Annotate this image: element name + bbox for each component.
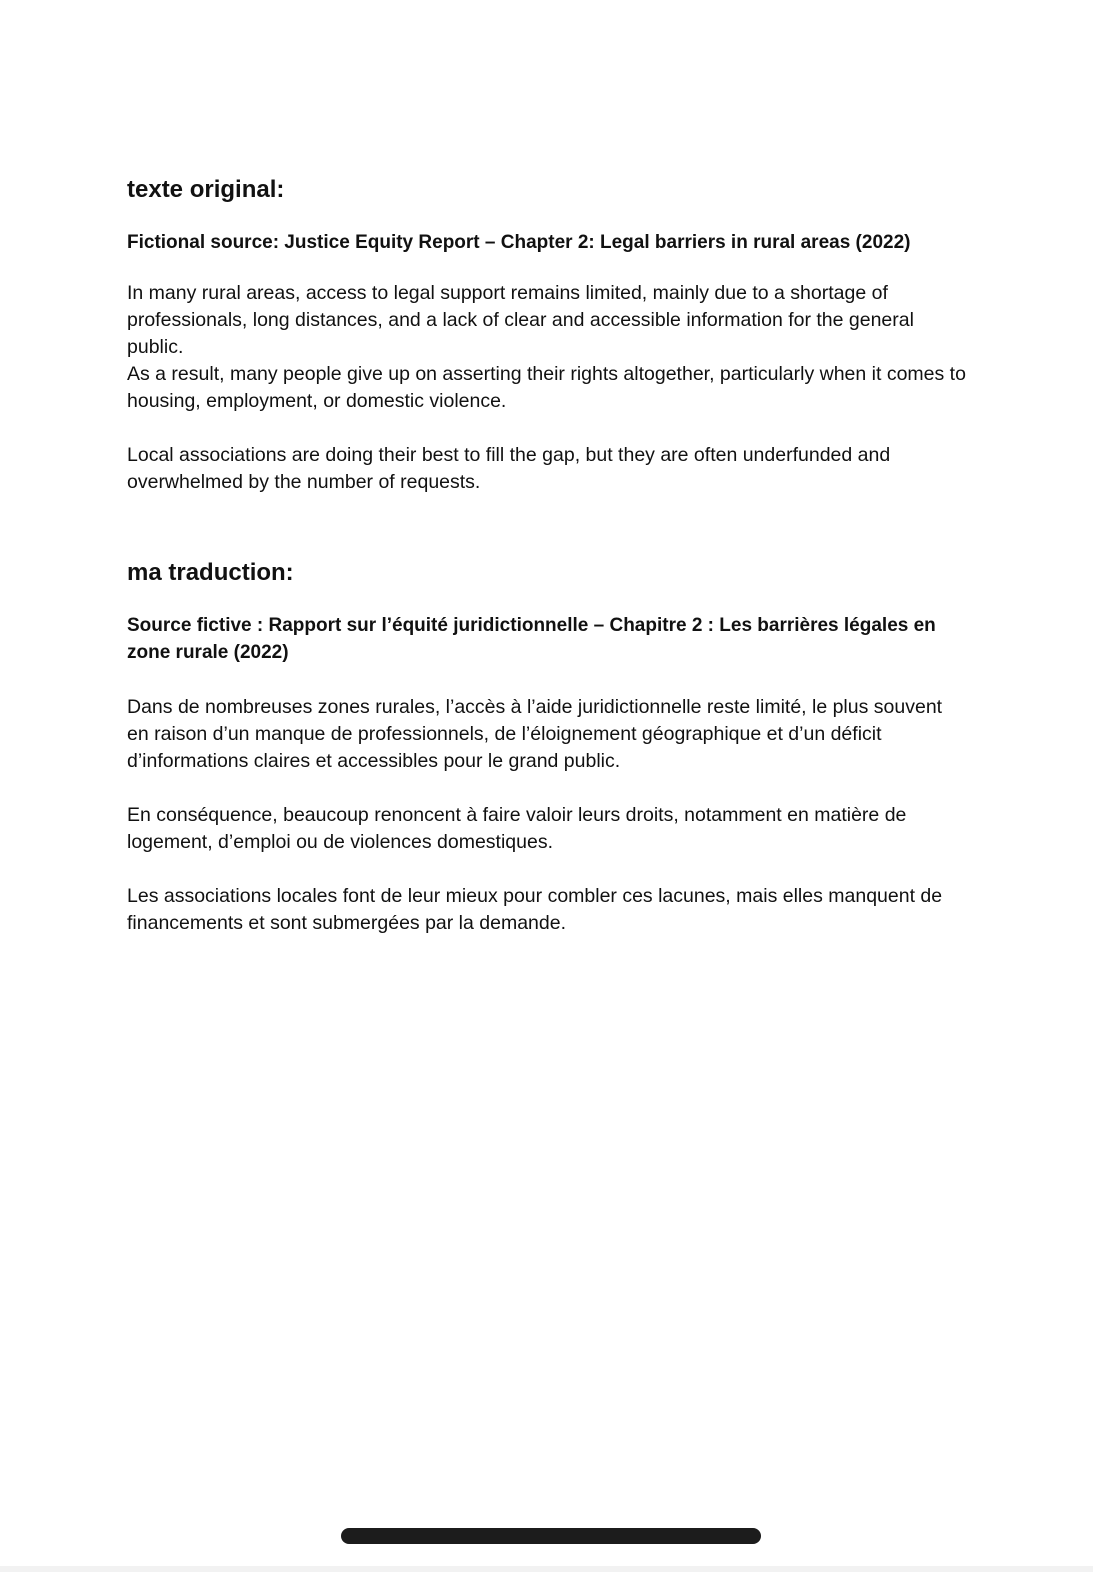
original-source-title: Fictional source: Justice Equity Report – Chapter 2: Legal barriers in rural areas (2022) bbox=[127, 232, 911, 253]
original-paragraph-2: As a result, many people give up on asserting their rights altogether, particularly when it comes to housing, employment, or domestic violence. bbox=[127, 363, 966, 412]
translation-paragraph-2: En conséquence, beaucoup renoncent à faire valoir leurs droits, notamment en matière de logement, d’emploi ou de violences domestiques. bbox=[127, 804, 907, 853]
translation-section bbox=[127, 558, 967, 937]
translation-paragraph-3: Les associations locales font de leur mieux pour combler ces lacunes, mais elles manquent de financements et sont submergées par la demande. bbox=[127, 885, 943, 934]
document-page bbox=[127, 175, 967, 964]
original-text-heading: texte original: bbox=[127, 176, 285, 203]
bottom-edge-divider bbox=[0, 1566, 1093, 1572]
original-text-section bbox=[127, 175, 967, 496]
translation-heading: ma traduction: bbox=[127, 559, 294, 586]
original-paragraph-3: Local associations are doing their best to fill the gap, but they are often underfunded and overwhelmed by the number of requests. bbox=[127, 444, 891, 493]
original-paragraph-1: In many rural areas, access to legal support remains limited, mainly due to a shortage of professionals, long distances, and a lack of clear and accessible information for the general public. bbox=[127, 282, 914, 358]
translation-source-title: Source fictive : Rapport sur l’équité juridictionnelle – Chapitre 2 : Les barrières légales en zone rurale (2022) bbox=[127, 615, 936, 663]
home-indicator-bar[interactable] bbox=[341, 1528, 761, 1544]
translation-paragraph-1: Dans de nombreuses zones rurales, l’accès à l’aide juridictionnelle reste limité, le plus souvent en raison d’un manque de professionnels, de l’éloignement géographique et d’un déficit d’informations claires et accessibles pour le grand public. bbox=[127, 696, 943, 772]
